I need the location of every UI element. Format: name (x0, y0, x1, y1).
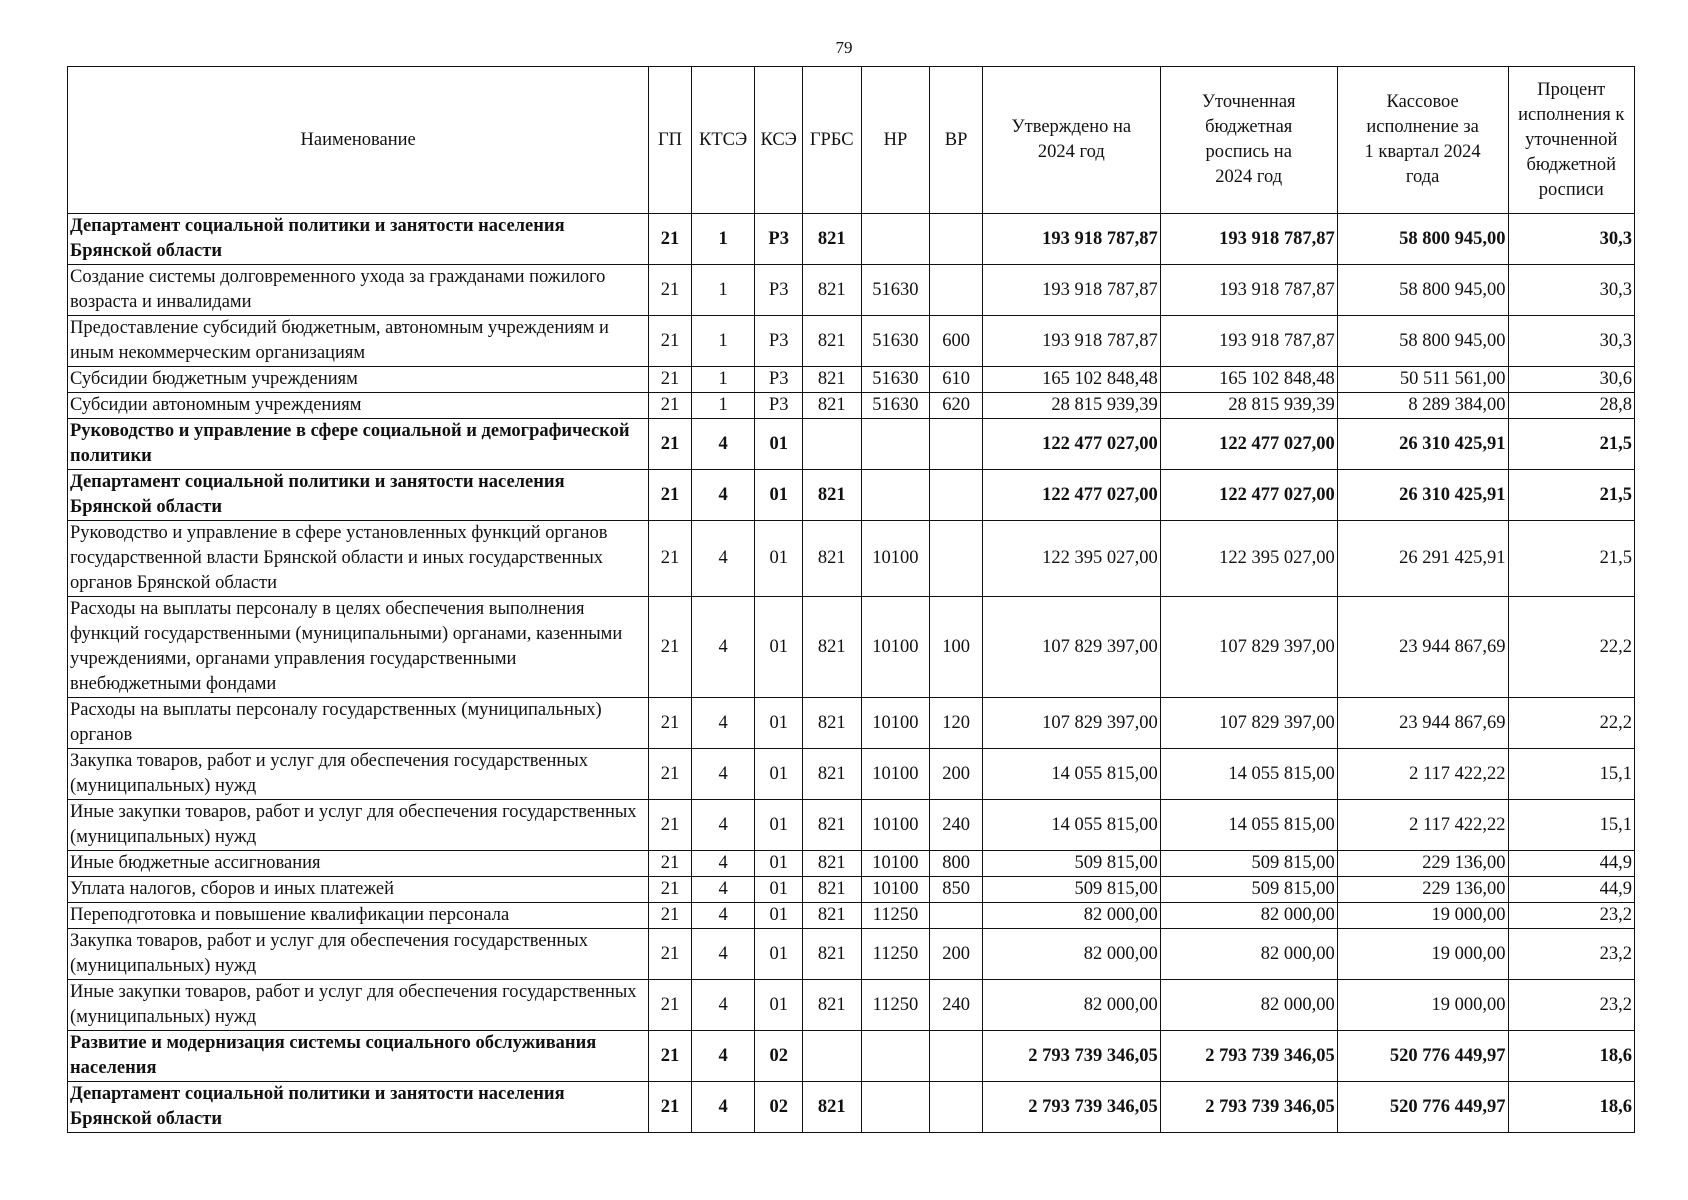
cash-cell: 58 800 945,00 (1337, 214, 1508, 265)
kse-cell: 01 (755, 698, 803, 749)
kse-cell: 01 (755, 929, 803, 980)
gp-cell: 21 (649, 470, 691, 521)
percent-cell: 22,2 (1508, 597, 1634, 698)
approved-cell: 122 477 027,00 (982, 419, 1160, 470)
kse-cell: 01 (755, 800, 803, 851)
approved-cell: 509 815,00 (982, 851, 1160, 877)
kse-cell: Р3 (755, 393, 803, 419)
percent-cell: 23,2 (1508, 903, 1634, 929)
revised-cell: 193 918 787,87 (1160, 265, 1337, 316)
approved-cell: 82 000,00 (982, 929, 1160, 980)
table-row (68, 393, 1635, 419)
approved-cell: 193 918 787,87 (982, 214, 1160, 265)
revised-cell: 2 793 739 346,05 (1160, 1082, 1337, 1133)
vr-cell: 600 (930, 316, 983, 367)
header-gp: ГП (649, 67, 691, 214)
table-row (68, 929, 1635, 980)
nr-cell: 51630 (861, 367, 930, 393)
cash-cell: 229 136,00 (1337, 877, 1508, 903)
table-row (68, 316, 1635, 367)
ktse-cell: 1 (691, 214, 755, 265)
nr-cell: 10100 (861, 597, 930, 698)
nr-cell (861, 1031, 930, 1082)
gp-cell: 21 (649, 265, 691, 316)
vr-cell (930, 214, 983, 265)
gp-cell: 21 (649, 903, 691, 929)
percent-cell: 28,8 (1508, 393, 1634, 419)
gp-cell: 21 (649, 521, 691, 597)
vr-cell (930, 521, 983, 597)
ktse-cell: 1 (691, 367, 755, 393)
percent-cell: 15,1 (1508, 749, 1634, 800)
approved-cell: 122 477 027,00 (982, 470, 1160, 521)
name-cell: Руководство и управление в сфере установленных функций органов государственной власти Брянской области и иных государственных органов Брянской области (68, 521, 649, 597)
gp-cell: 21 (649, 214, 691, 265)
kse-cell: Р3 (755, 214, 803, 265)
nr-cell: 10100 (861, 749, 930, 800)
table-row (68, 419, 1635, 470)
approved-cell: 2 793 739 346,05 (982, 1082, 1160, 1133)
grbs-cell: 821 (802, 393, 861, 419)
name-cell: Департамент социальной политики и занятости населения Брянской области (68, 214, 649, 265)
grbs-cell: 821 (802, 980, 861, 1031)
cash-cell: 19 000,00 (1337, 903, 1508, 929)
kse-cell: Р3 (755, 265, 803, 316)
header-revised: Уточненная бюджетная роспись на 2024 год (1160, 67, 1337, 214)
gp-cell: 21 (649, 877, 691, 903)
gp-cell: 21 (649, 597, 691, 698)
name-cell: Расходы на выплаты персоналу государственных (муниципальных) органов (68, 698, 649, 749)
vr-cell (930, 1082, 983, 1133)
nr-cell (861, 419, 930, 470)
ktse-cell: 4 (691, 419, 755, 470)
vr-cell: 800 (930, 851, 983, 877)
cash-cell: 520 776 449,97 (1337, 1031, 1508, 1082)
ktse-cell: 4 (691, 800, 755, 851)
vr-cell: 850 (930, 877, 983, 903)
cash-cell: 26 310 425,91 (1337, 470, 1508, 521)
ktse-cell: 4 (691, 470, 755, 521)
cash-cell: 2 117 422,22 (1337, 749, 1508, 800)
percent-cell: 44,9 (1508, 851, 1634, 877)
gp-cell: 21 (649, 419, 691, 470)
grbs-cell: 821 (802, 698, 861, 749)
name-cell: Предоставление субсидий бюджетным, автономным учреждениям и иным некоммерческим организациям (68, 316, 649, 367)
nr-cell: 11250 (861, 929, 930, 980)
ktse-cell: 4 (691, 597, 755, 698)
header-nr: НР (861, 67, 930, 214)
ktse-cell: 1 (691, 316, 755, 367)
grbs-cell: 821 (802, 597, 861, 698)
ktse-cell: 1 (691, 265, 755, 316)
kse-cell: 01 (755, 980, 803, 1031)
revised-cell: 193 918 787,87 (1160, 316, 1337, 367)
revised-cell: 107 829 397,00 (1160, 597, 1337, 698)
gp-cell: 21 (649, 1031, 691, 1082)
table-row (68, 214, 1635, 265)
percent-cell: 21,5 (1508, 521, 1634, 597)
percent-cell: 44,9 (1508, 877, 1634, 903)
percent-cell: 18,6 (1508, 1031, 1634, 1082)
grbs-cell: 821 (802, 316, 861, 367)
vr-cell: 240 (930, 800, 983, 851)
cash-cell: 50 511 561,00 (1337, 367, 1508, 393)
kse-cell: 01 (755, 877, 803, 903)
cash-cell: 2 117 422,22 (1337, 800, 1508, 851)
percent-cell: 21,5 (1508, 419, 1634, 470)
table-row (68, 903, 1635, 929)
percent-cell: 23,2 (1508, 929, 1634, 980)
budget-table (67, 66, 1635, 1133)
revised-cell: 14 055 815,00 (1160, 800, 1337, 851)
percent-cell: 30,6 (1508, 367, 1634, 393)
ktse-cell: 4 (691, 698, 755, 749)
revised-cell: 193 918 787,87 (1160, 214, 1337, 265)
cash-cell: 19 000,00 (1337, 980, 1508, 1031)
table-row (68, 749, 1635, 800)
name-cell: Иные закупки товаров, работ и услуг для обеспечения государственных (муниципальных) нужд (68, 800, 649, 851)
table-row (68, 980, 1635, 1031)
kse-cell: Р3 (755, 367, 803, 393)
revised-cell: 82 000,00 (1160, 929, 1337, 980)
gp-cell: 21 (649, 749, 691, 800)
name-cell: Уплата налогов, сборов и иных платежей (68, 877, 649, 903)
kse-cell: 02 (755, 1031, 803, 1082)
header-cash: Кассовое исполнение за 1 квартал 2024 года (1337, 67, 1508, 214)
approved-cell: 509 815,00 (982, 877, 1160, 903)
grbs-cell: 821 (802, 367, 861, 393)
table-row (68, 367, 1635, 393)
nr-cell: 51630 (861, 316, 930, 367)
approved-cell: 82 000,00 (982, 903, 1160, 929)
revised-cell: 2 793 739 346,05 (1160, 1031, 1337, 1082)
cash-cell: 520 776 449,97 (1337, 1082, 1508, 1133)
cash-cell: 58 800 945,00 (1337, 265, 1508, 316)
revised-cell: 509 815,00 (1160, 851, 1337, 877)
table-row (68, 597, 1635, 698)
revised-cell: 82 000,00 (1160, 903, 1337, 929)
grbs-cell: 821 (802, 851, 861, 877)
grbs-cell: 821 (802, 749, 861, 800)
table-row (68, 851, 1635, 877)
name-cell: Создание системы долговременного ухода за гражданами пожилого возраста и инвалидами (68, 265, 649, 316)
percent-cell: 21,5 (1508, 470, 1634, 521)
vr-cell (930, 419, 983, 470)
name-cell: Субсидии автономным учреждениям (68, 393, 649, 419)
grbs-cell: 821 (802, 877, 861, 903)
nr-cell: 10100 (861, 698, 930, 749)
grbs-cell: 821 (802, 265, 861, 316)
ktse-cell: 4 (691, 877, 755, 903)
percent-cell: 22,2 (1508, 698, 1634, 749)
approved-cell: 107 829 397,00 (982, 597, 1160, 698)
grbs-cell (802, 419, 861, 470)
kse-cell: Р3 (755, 316, 803, 367)
gp-cell: 21 (649, 698, 691, 749)
revised-cell: 14 055 815,00 (1160, 749, 1337, 800)
revised-cell: 122 395 027,00 (1160, 521, 1337, 597)
approved-cell: 14 055 815,00 (982, 749, 1160, 800)
cash-cell: 26 310 425,91 (1337, 419, 1508, 470)
header-vr: ВР (930, 67, 983, 214)
name-cell: Иные бюджетные ассигнования (68, 851, 649, 877)
grbs-cell: 821 (802, 929, 861, 980)
kse-cell: 01 (755, 419, 803, 470)
nr-cell (861, 470, 930, 521)
kse-cell: 01 (755, 470, 803, 521)
cash-cell: 23 944 867,69 (1337, 597, 1508, 698)
percent-cell: 30,3 (1508, 214, 1634, 265)
table-row (68, 265, 1635, 316)
name-cell: Субсидии бюджетным учреждениям (68, 367, 649, 393)
name-cell: Закупка товаров, работ и услуг для обеспечения государственных (муниципальных) нужд (68, 929, 649, 980)
nr-cell: 10100 (861, 521, 930, 597)
percent-cell: 18,6 (1508, 1082, 1634, 1133)
table-row (68, 800, 1635, 851)
grbs-cell: 821 (802, 214, 861, 265)
nr-cell: 10100 (861, 851, 930, 877)
percent-cell: 30,3 (1508, 316, 1634, 367)
cash-cell: 8 289 384,00 (1337, 393, 1508, 419)
cash-cell: 229 136,00 (1337, 851, 1508, 877)
table-row (68, 470, 1635, 521)
nr-cell: 11250 (861, 903, 930, 929)
table-row (68, 877, 1635, 903)
vr-cell: 240 (930, 980, 983, 1031)
nr-cell: 10100 (861, 877, 930, 903)
vr-cell: 610 (930, 367, 983, 393)
revised-cell: 82 000,00 (1160, 980, 1337, 1031)
header-name: Наименование (68, 67, 649, 214)
name-cell: Закупка товаров, работ и услуг для обеспечения государственных (муниципальных) нужд (68, 749, 649, 800)
gp-cell: 21 (649, 980, 691, 1031)
cash-cell: 58 800 945,00 (1337, 316, 1508, 367)
header-ktse: КТСЭ (691, 67, 755, 214)
ktse-cell: 1 (691, 393, 755, 419)
ktse-cell: 4 (691, 521, 755, 597)
header-grbs: ГРБС (802, 67, 861, 214)
revised-cell: 509 815,00 (1160, 877, 1337, 903)
gp-cell: 21 (649, 851, 691, 877)
kse-cell: 01 (755, 851, 803, 877)
vr-cell: 120 (930, 698, 983, 749)
approved-cell: 2 793 739 346,05 (982, 1031, 1160, 1082)
ktse-cell: 4 (691, 1031, 755, 1082)
vr-cell (930, 470, 983, 521)
vr-cell: 620 (930, 393, 983, 419)
percent-cell: 23,2 (1508, 980, 1634, 1031)
revised-cell: 122 477 027,00 (1160, 470, 1337, 521)
percent-cell: 15,1 (1508, 800, 1634, 851)
ktse-cell: 4 (691, 851, 755, 877)
kse-cell: 01 (755, 749, 803, 800)
approved-cell: 28 815 939,39 (982, 393, 1160, 419)
nr-cell: 11250 (861, 980, 930, 1031)
grbs-cell: 821 (802, 800, 861, 851)
revised-cell: 122 477 027,00 (1160, 419, 1337, 470)
header-percent: Процент исполнения к уточненной бюджетной росписи (1508, 67, 1634, 214)
vr-cell: 200 (930, 929, 983, 980)
name-cell: Руководство и управление в сфере социальной и демографической политики (68, 419, 649, 470)
nr-cell: 10100 (861, 800, 930, 851)
revised-cell: 107 829 397,00 (1160, 698, 1337, 749)
table-row (68, 1082, 1635, 1133)
ktse-cell: 4 (691, 1082, 755, 1133)
cash-cell: 19 000,00 (1337, 929, 1508, 980)
cash-cell: 26 291 425,91 (1337, 521, 1508, 597)
kse-cell: 01 (755, 521, 803, 597)
percent-cell: 30,3 (1508, 265, 1634, 316)
vr-cell (930, 903, 983, 929)
grbs-cell: 821 (802, 521, 861, 597)
gp-cell: 21 (649, 1082, 691, 1133)
gp-cell: 21 (649, 800, 691, 851)
revised-cell: 28 815 939,39 (1160, 393, 1337, 419)
approved-cell: 107 829 397,00 (982, 698, 1160, 749)
nr-cell (861, 214, 930, 265)
name-cell: Переподготовка и повышение квалификации персонала (68, 903, 649, 929)
kse-cell: 02 (755, 1082, 803, 1133)
name-cell: Департамент социальной политики и занятости населения Брянской области (68, 470, 649, 521)
table-row (68, 698, 1635, 749)
nr-cell: 51630 (861, 265, 930, 316)
grbs-cell (802, 1031, 861, 1082)
gp-cell: 21 (649, 316, 691, 367)
name-cell: Расходы на выплаты персоналу в целях обеспечения выполнения функций государственными (муниципальными) органами, казенными учреждениями, органами управления государственными внебюджетными фондами (68, 597, 649, 698)
table-row (68, 1031, 1635, 1082)
header-row (68, 67, 1635, 214)
approved-cell: 193 918 787,87 (982, 265, 1160, 316)
nr-cell (861, 1082, 930, 1133)
approved-cell: 165 102 848,48 (982, 367, 1160, 393)
name-cell: Департамент социальной политики и занятости населения Брянской области (68, 1082, 649, 1133)
grbs-cell: 821 (802, 470, 861, 521)
nr-cell: 51630 (861, 393, 930, 419)
revised-cell: 165 102 848,48 (1160, 367, 1337, 393)
grbs-cell: 821 (802, 1082, 861, 1133)
ktse-cell: 4 (691, 929, 755, 980)
ktse-cell: 4 (691, 980, 755, 1031)
kse-cell: 01 (755, 597, 803, 698)
ktse-cell: 4 (691, 903, 755, 929)
vr-cell: 100 (930, 597, 983, 698)
approved-cell: 193 918 787,87 (982, 316, 1160, 367)
grbs-cell: 821 (802, 903, 861, 929)
vr-cell (930, 1031, 983, 1082)
header-kse: КСЭ (755, 67, 803, 214)
cash-cell: 23 944 867,69 (1337, 698, 1508, 749)
header-approved: Утверждено на 2024 год (982, 67, 1160, 214)
kse-cell: 01 (755, 903, 803, 929)
approved-cell: 14 055 815,00 (982, 800, 1160, 851)
vr-cell (930, 265, 983, 316)
gp-cell: 21 (649, 393, 691, 419)
approved-cell: 82 000,00 (982, 980, 1160, 1031)
gp-cell: 21 (649, 367, 691, 393)
vr-cell: 200 (930, 749, 983, 800)
ktse-cell: 4 (691, 749, 755, 800)
name-cell: Иные закупки товаров, работ и услуг для обеспечения государственных (муниципальных) нужд (68, 980, 649, 1031)
gp-cell: 21 (649, 929, 691, 980)
approved-cell: 122 395 027,00 (982, 521, 1160, 597)
table-row (68, 521, 1635, 597)
page-number: 79 (835, 38, 853, 57)
name-cell: Развитие и модернизация системы социального обслуживания населения (68, 1031, 649, 1082)
